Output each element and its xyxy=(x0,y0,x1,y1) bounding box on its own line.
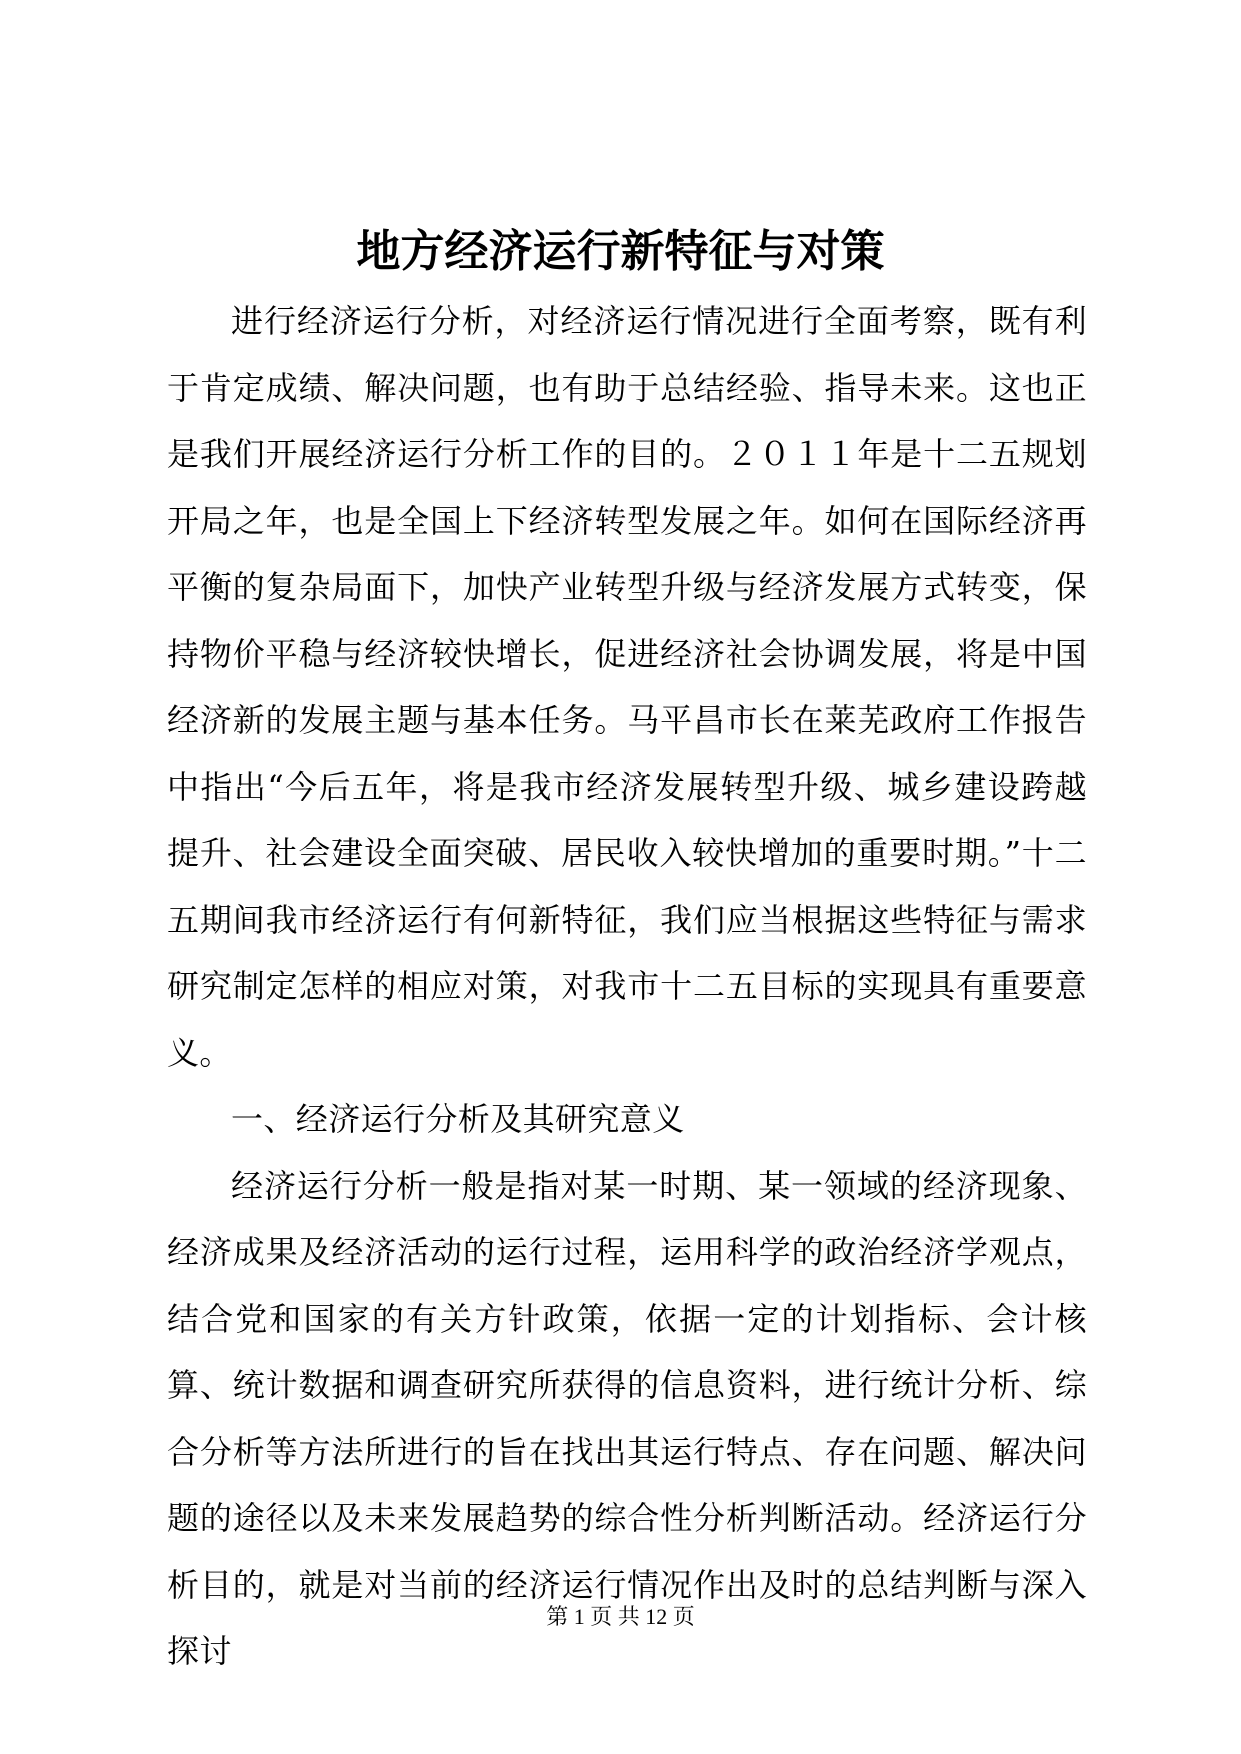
document-title: 地方经济运行新特征与对策 xyxy=(356,226,885,277)
paragraph-intro: 进行经济运行分析，对经济运行情况进行全面考察，既有利于肯定成绩、解决问题，也有助于总结经验、指导未来。这也正是我们开展经济运行分析工作的目的。２０１１年是十二五规划开局之年，也是全国上下经济转型发展之年。如何在国际经济再平衡的复杂局面下，加快产业转型升级与经济发展方式转变，保持物价平稳与经济较快增长，促进经济社会协调发展，将是中国经济新的发展主题与基本任务。马平昌市长在莱芜政府工作报告中指出“今后五年，将是我市经济发展转型升级、城乡建设跨越提升、社会建设全面突破、居民收入较快增加的重要时期。”十二五期间我市经济运行有何新特征，我们应当根据这些特征与需求研究制定怎样的相应对策，对我市十二五目标的实现具有重要意义。 xyxy=(167,302,1087,1072)
section-heading-1: 一、经济运行分析及其研究意义 xyxy=(231,1100,685,1138)
paragraph-section-1: 经济运行分析一般是指对某一时期、某一领域的经济现象、经济成果及经济活动的运行过程，运用科学的政治经济学观点，结合党和国家的有关方针政策，依据一定的计划指标、会计核算、统计数据和调查研究所获得的信息资料，进行统计分析、综合分析等方法所进行的旨在找出其运行特点、存在问题、解决问题的途径以及未来发展趋势的综合性分析判断活动。经济运行分析目的，就是对当前的经济运行情况作出及时的总结判断与深入探讨 xyxy=(167,1166,1087,1670)
page-footer: 第 1 页 共 12 页 xyxy=(546,1604,695,1629)
document-body xyxy=(167,288,1087,1685)
